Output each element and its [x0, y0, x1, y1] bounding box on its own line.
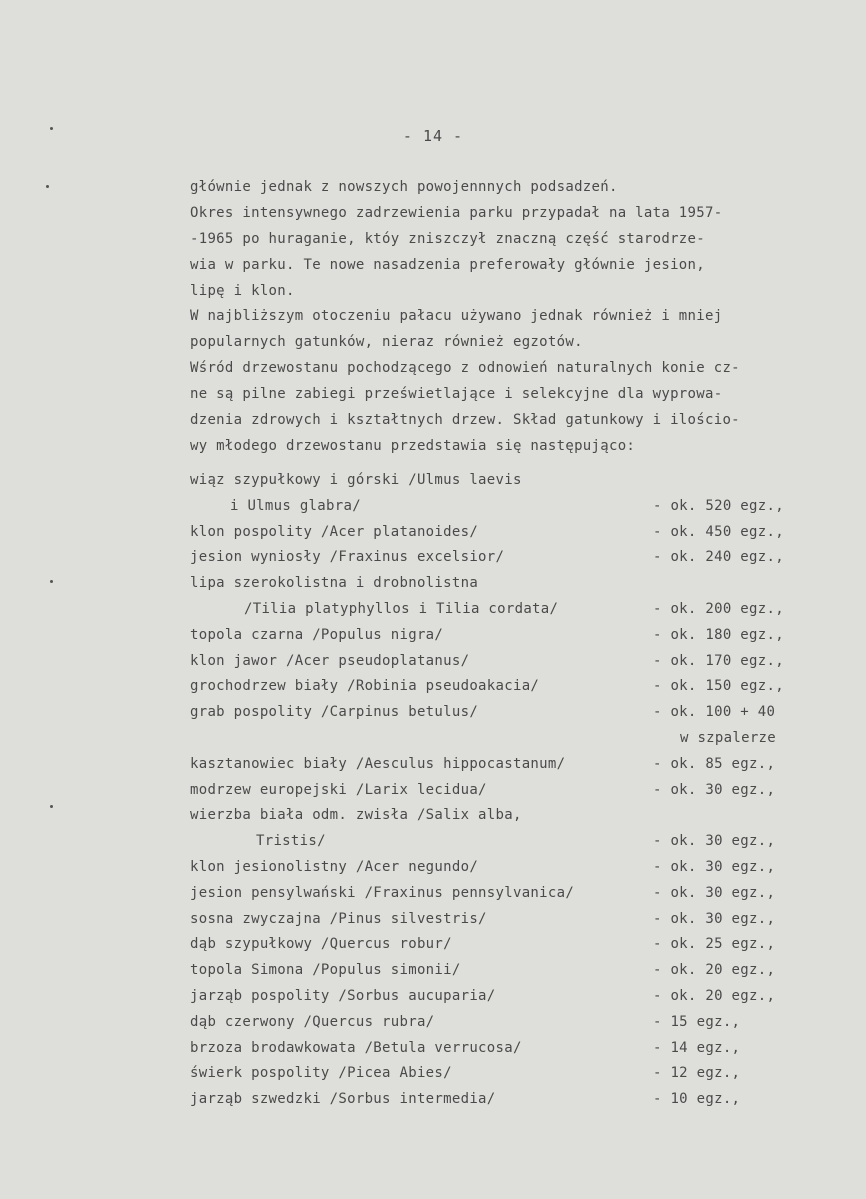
species-row [190, 885, 830, 911]
species-quantity: - ok. 520 egz., [653, 497, 784, 514]
paragraph-line: głównie jednak z nowszych powojennnych podsadzeń. [190, 179, 618, 195]
species-name: sosna zwyczajna /Pinus silvestris/ [190, 910, 487, 927]
species-row [190, 1091, 830, 1117]
species-name: świerk pospolity /Picea Abies/ [190, 1065, 452, 1082]
species-row [190, 833, 830, 859]
species-name: grochodrzew biały /Robinia pseudoakacia/ [190, 678, 540, 695]
species-quantity: - 15 egz., [653, 1013, 741, 1030]
species-name: jesion wyniosły /Fraxinus excelsior/ [190, 549, 505, 566]
species-quantity: - ok. 20 egz., [653, 987, 776, 1004]
species-row [190, 807, 830, 833]
species-quantity: w szpalerze [680, 729, 777, 746]
species-row [190, 911, 830, 937]
species-name: i Ulmus glabra/ [230, 497, 361, 514]
species-list [190, 472, 830, 1117]
species-quantity: - ok. 200 egz., [653, 600, 784, 617]
species-name: topola czarna /Populus nigra/ [190, 626, 444, 643]
species-row [190, 730, 830, 756]
species-name: jesion pensylwański /Fraxinus pennsylvanica/ [190, 884, 575, 901]
species-row [190, 498, 830, 524]
species-row [190, 704, 830, 730]
paragraph-line: ne są pilne zabiegi prześwietlające i selekcyjne dla wyprowa- [190, 386, 723, 403]
paragraph-line: popularnych gatunków, nieraz również egzotów. [190, 334, 583, 351]
species-name: Tristis/ [256, 833, 326, 850]
species-quantity: - ok. 240 egz., [653, 549, 784, 566]
species-quantity: - ok. 25 egz., [653, 936, 776, 953]
paragraph-line: dzenia zdrowych i kształtnych drzew. Skład gatunkowy i ilościo- [190, 412, 740, 429]
species-quantity: - ok. 30 egz., [653, 858, 776, 875]
paragraph-line: wy młodego drzewostanu przedstawia się następująco: [190, 437, 636, 454]
scan-speck [46, 185, 49, 188]
species-row [190, 678, 830, 704]
species-quantity: - ok. 85 egz., [653, 755, 776, 772]
paragraph-line: W najbliższym otoczeniu pałacu używano jednak również i mniej [190, 308, 723, 325]
species-quantity: - 10 egz., [653, 1091, 741, 1108]
species-row [190, 988, 830, 1014]
scan-speck [50, 580, 53, 583]
species-quantity: - ok. 180 egz., [653, 626, 784, 643]
species-row [190, 756, 830, 782]
species-quantity: - ok. 100 + 40 [653, 704, 776, 721]
species-name: jarząb pospolity /Sorbus aucuparia/ [190, 987, 496, 1004]
species-name: brzoza brodawkowata /Betula verrucosa/ [190, 1039, 522, 1056]
species-row [190, 1014, 830, 1040]
species-name: klon jesionolistny /Acer negundo/ [190, 858, 479, 875]
species-row [190, 962, 830, 988]
species-row [190, 601, 830, 627]
species-name: klon jawor /Acer pseudoplatanus/ [190, 652, 470, 669]
paragraph-line: Okres intensywnego zadrzewienia parku przypadał na lata 1957- [190, 204, 723, 221]
species-name: klon pospolity /Acer platanoides/ [190, 523, 479, 540]
paragraph-line: wia w parku. Te nowe nasadzenia preferowały głównie jesion, [190, 256, 705, 273]
species-row [190, 627, 830, 653]
species-name: grab pospolity /Carpinus betulus/ [190, 704, 479, 721]
species-quantity: - ok. 170 egz., [653, 652, 784, 669]
species-row [190, 653, 830, 679]
species-row [190, 524, 830, 550]
species-quantity: - ok. 30 egz., [653, 781, 776, 798]
paragraph-line: lipę i klon. [190, 282, 295, 299]
species-quantity: - ok. 30 egz., [653, 910, 776, 927]
species-row [190, 549, 830, 575]
species-name: dąb czerwony /Quercus rubra/ [190, 1013, 435, 1030]
species-row [190, 859, 830, 885]
species-quantity: - 14 egz., [653, 1039, 741, 1056]
species-name: jarząb szwedzki /Sorbus intermedia/ [190, 1091, 496, 1108]
page-number: - 14 - [402, 127, 464, 145]
species-name: /Tilia platyphyllos i Tilia cordata/ [244, 600, 559, 617]
species-quantity: - ok. 150 egz., [653, 678, 784, 695]
species-name: topola Simona /Populus simonii/ [190, 962, 461, 979]
species-name: dąb szypułkowy /Quercus robur/ [190, 936, 452, 953]
paragraph-line: Wśród drzewostanu pochodzącego z odnowień naturalnych konie cz- [190, 360, 740, 377]
species-name: wiąz szypułkowy i górski /Ulmus laevis [190, 472, 522, 488]
species-name: kasztanowiec biały /Aesculus hippocastanum/ [190, 755, 566, 772]
species-row [190, 1065, 830, 1091]
species-row [190, 1040, 830, 1066]
species-quantity: - ok. 30 egz., [653, 833, 776, 850]
species-row [190, 936, 830, 962]
species-name: modrzew europejski /Larix lecidua/ [190, 781, 487, 798]
species-name: wierzba biała odm. zwisła /Salix alba, [190, 807, 522, 824]
species-row [190, 782, 830, 808]
paragraph-line: -1965 po huraganie, któy zniszczył znaczną część starodrze- [190, 230, 705, 247]
species-quantity: - ok. 450 egz., [653, 523, 784, 540]
species-name: lipa szerokolistna i drobnolistna [190, 575, 479, 592]
species-quantity: - ok. 20 egz., [653, 962, 776, 979]
species-quantity: - ok. 30 egz., [653, 884, 776, 901]
species-quantity: - 12 egz., [653, 1065, 741, 1082]
paragraph [190, 175, 850, 460]
species-row [190, 472, 830, 498]
species-row [190, 575, 830, 601]
scan-speck [50, 805, 53, 808]
